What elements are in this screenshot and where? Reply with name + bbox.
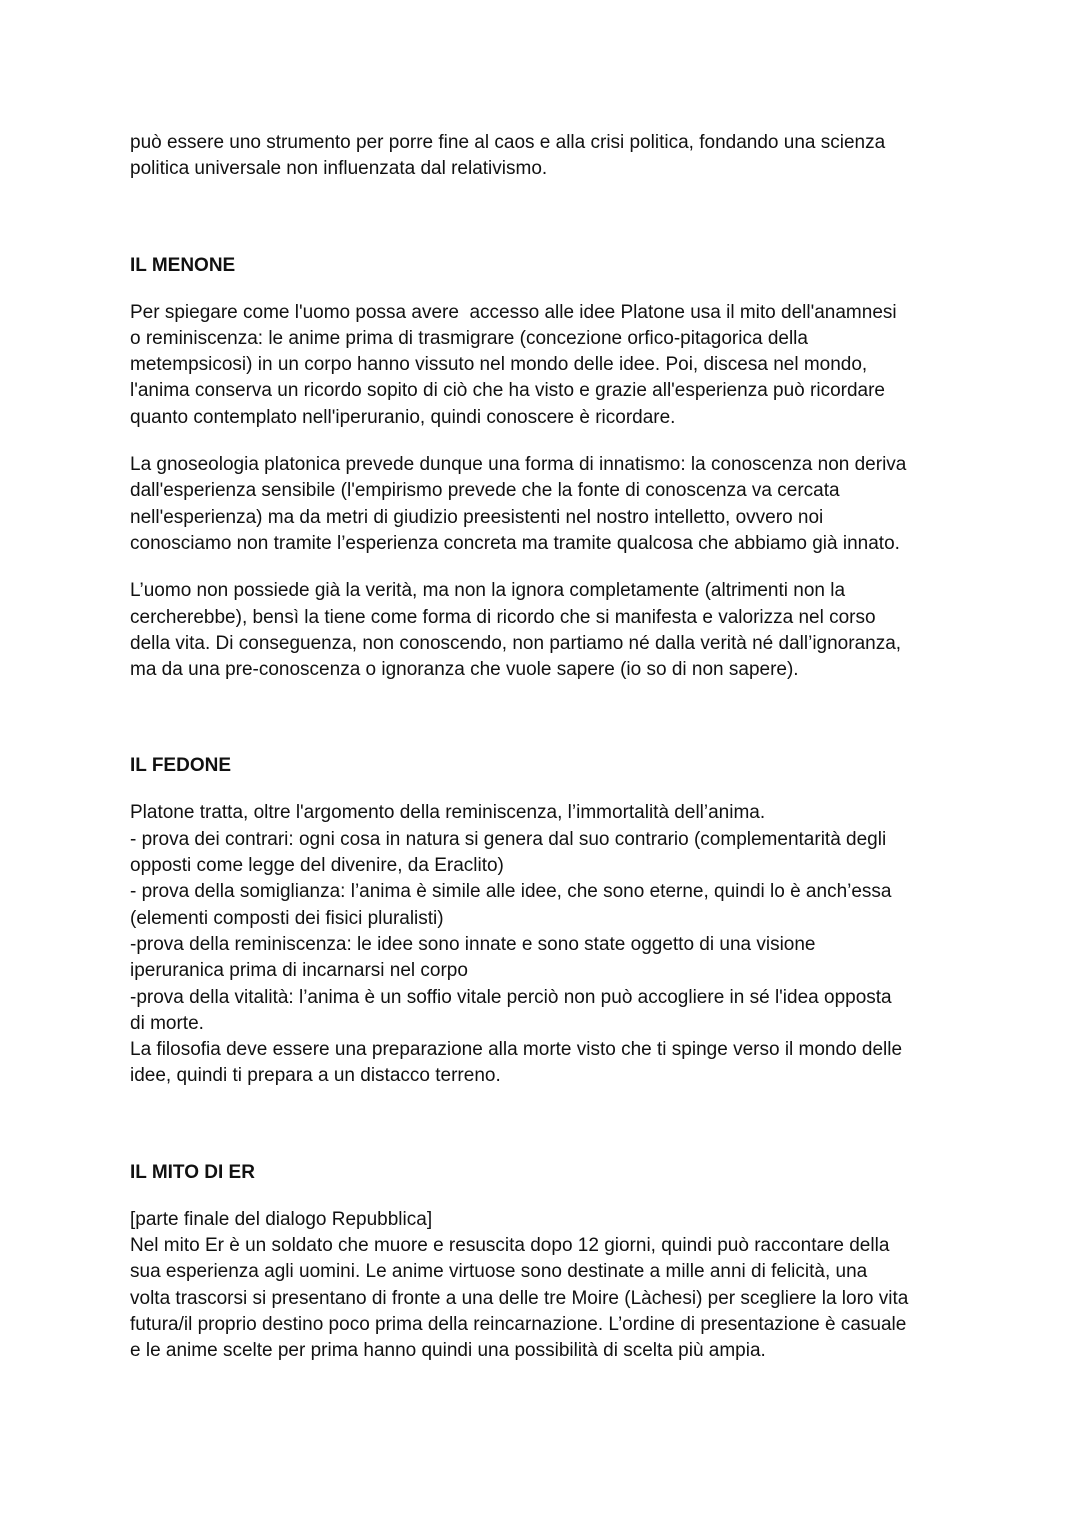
section-heading: IL MENONE <box>130 254 236 276</box>
text-line: politica universale non influenzata dal relativismo. <box>130 158 548 180</box>
text-line: Nel mito Er è un soldato che muore e resuscita dopo 12 giorni, quindi può raccontare della <box>130 1235 890 1257</box>
section-mito-di-er <box>130 1160 960 1365</box>
section-heading: IL MITO DI ER <box>130 1161 255 1183</box>
text-line: - prova della somiglianza: l’anima è simile alle idee, che sono eterne, quindi lo è anch’essa <box>130 881 892 903</box>
text-line: Per spiegare come l'uomo possa avere accesso alle idee Platone usa il mito dell'anamnesi <box>130 301 897 323</box>
text-line: o reminiscenza: le anime prima di trasmigrare (concezione orfico-pitagorica della <box>130 327 808 349</box>
text-line: ma da una pre-conoscenza o ignoranza che vuole sapere (io so di non sapere). <box>130 659 799 681</box>
text-line: nell'esperienza) ma da metri di giudizio preesistenti nel nostro intelletto, ovvero noi <box>130 506 824 528</box>
paragraph <box>130 800 960 1089</box>
text-line: dall'esperienza sensibile (l'empirismo prevede che la fonte di conoscenza va cercata <box>130 480 840 502</box>
text-line: Platone tratta, oltre l'argomento della reminiscenza, l’immortalità dell’anima. <box>130 802 766 824</box>
text-line: della vita. Di conseguenza, non conoscendo, non partiamo né dalla verità né dall’ignoranza, <box>130 632 902 654</box>
text-line: - prova dei contrari: ogni cosa in natura si genera dal suo contrario (complementarità degli <box>130 828 887 850</box>
text-line: -prova della vitalità: l’anima è un soffio vitale perciò non può accogliere in sé l'idea opposta <box>130 986 892 1008</box>
text-line: l'anima conserva un ricordo sopito di ciò che ha visto e grazie all'esperienza può ricordare <box>130 380 885 402</box>
text-line: La filosofia deve essere una preparazione alla morte visto che ti spinge verso il mondo delle <box>130 1039 903 1061</box>
section-spacer <box>130 704 960 753</box>
intro-paragraph <box>130 130 960 183</box>
text-line: quanto contemplato nell'iperuranio, quindi conoscere è ricordare. <box>130 406 676 428</box>
text-line: conosciamo non tramite l’esperienza concreta ma tramite qualcosa che abbiamo già innato. <box>130 532 900 554</box>
text-line: [parte finale del dialogo Repubblica] <box>130 1208 433 1230</box>
text-line: sua esperienza agli uomini. Le anime virtuose sono destinate a mille anni di felicità, una <box>130 1261 868 1283</box>
text-line: può essere uno strumento per porre fine al caos e alla crisi politica, fondando una scienza <box>130 132 886 153</box>
section-heading: IL FEDONE <box>130 755 231 777</box>
text-line: La gnoseologia platonica prevede dunque una forma di innatismo: la conoscenza non deriva <box>130 454 907 476</box>
section-fedone <box>130 753 960 1089</box>
text-line: (elementi composti dei fisici pluralisti) <box>130 907 444 929</box>
text-line: cercherebbe), bensì la tiene come forma di ricordo che si manifesta e valorizza nel corso <box>130 606 876 628</box>
section-menone <box>130 253 960 684</box>
section-spacer <box>130 1111 960 1160</box>
text-line: -prova della reminiscenza: le idee sono innate e sono state oggetto di una visione <box>130 933 816 955</box>
text-line: volta trascorsi si presentano di fronte a una delle tre Moire (Làchesi) per scegliere la loro vita <box>130 1287 909 1309</box>
paragraph <box>130 578 960 683</box>
text-line: L’uomo non possiede già la verità, ma non la ignora completamente (altrimenti non la <box>130 580 846 602</box>
document-page <box>130 130 960 1386</box>
text-line: iperuranica prima di incarnarsi nel corpo <box>130 960 468 982</box>
text-line: opposti come legge del divenire, da Eraclito) <box>130 855 504 877</box>
text-line: e le anime scelte per prima hanno quindi una possibilità di scelta più ampia. <box>130 1340 766 1362</box>
text-line: di morte. <box>130 1012 204 1034</box>
paragraph <box>130 452 960 557</box>
paragraph <box>130 1207 960 1365</box>
text-line: metempsicosi) in un corpo hanno vissuto nel mondo delle idee. Poi, discesa nel mondo, <box>130 354 868 376</box>
text-line: idee, quindi ti prepara a un distacco terreno. <box>130 1065 501 1087</box>
paragraph <box>130 300 960 431</box>
text-line: futura/il proprio destino poco prima della reincarnazione. L’ordine di presentazione è casuale <box>130 1313 907 1335</box>
